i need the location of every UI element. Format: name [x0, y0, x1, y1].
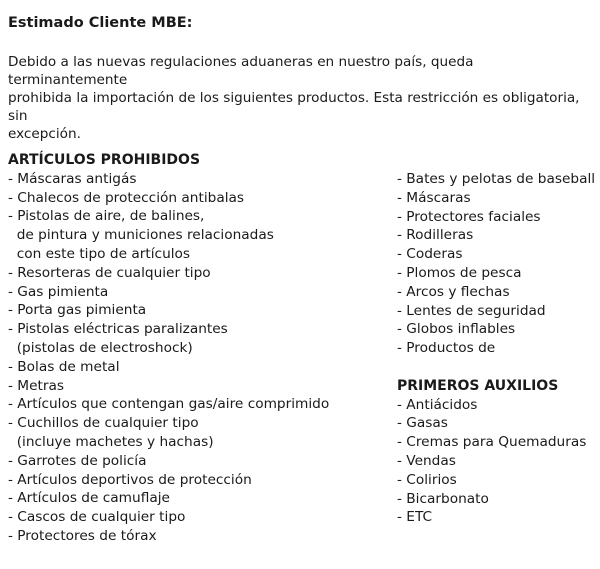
list-item: (pistolas de electroshock) [8, 339, 193, 356]
list-item: - Rodilleras [397, 227, 474, 244]
list-item: - Arcos y flechas [397, 283, 510, 300]
list-item: - Cremas para Quemaduras [397, 434, 587, 451]
list-item: - Máscaras antigás [8, 170, 137, 187]
list-item: - Metras [8, 377, 65, 394]
list-item: - Gasas [397, 415, 448, 432]
list-item: - Antiácidos [397, 396, 478, 413]
list-item: - Bates y pelotas de baseball [397, 171, 596, 187]
list-item: - Pistolas de aire, de balines, [8, 208, 205, 225]
list-item: - Globos inflables [397, 321, 516, 338]
list-item: - Lentes de seguridad [397, 302, 546, 319]
list-item: - Pistolas eléctricas paralizantes [8, 321, 228, 338]
list-item: - Resorteras de cualquier tipo [8, 264, 211, 281]
list-item: - Colirios [397, 471, 457, 488]
list-item: - Coderas [397, 246, 463, 263]
intro-line: Debido a las nuevas regulaciones aduaneras en nuestro país, queda terminantemente [8, 54, 474, 88]
list-item: - Chalecos de protección antibalas [8, 189, 245, 206]
list-item: - Protectores faciales [397, 208, 541, 225]
intro-paragraph [8, 53, 592, 143]
list-item: de pintura y municiones relacionadas [8, 227, 274, 244]
list-item: - Artículos que contengan gas/aire comprimido [8, 396, 330, 413]
prohibited-list-right [397, 170, 597, 358]
list-item: - Productos de [397, 340, 496, 357]
greeting-heading: Estimado Cliente MBE: [8, 15, 193, 31]
list-item: - ETC [397, 509, 433, 526]
first-aid-list [397, 396, 597, 528]
list-item: - Artículos de camuflaje [8, 490, 170, 507]
list-item: con este tipo de artículos [8, 245, 191, 262]
list-item: - Bicarbonato [397, 490, 489, 507]
list-item: - Porta gas pimienta [8, 302, 147, 319]
prohibited-title: ARTÍCULOS PROHIBIDOS [8, 152, 201, 168]
list-item: - Bolas de metal [8, 358, 120, 375]
list-item: - Cuchillos de cualquier tipo [8, 415, 199, 432]
prohibited-list-left [8, 170, 388, 546]
section-spacer [397, 358, 597, 377]
list-item: - Garrotes de policía [8, 452, 147, 469]
notice-document [8, 14, 596, 544]
prohibited-left-column [8, 151, 388, 546]
intro-line: excepción. [8, 126, 81, 142]
list-item: - Cascos de cualquier tipo [8, 509, 186, 526]
list-item: - Plomos de pesca [397, 264, 522, 281]
list-item: - Artículos deportivos de protección [8, 471, 252, 488]
list-item: - Vendas [397, 452, 456, 469]
prohibited-right-column [397, 170, 597, 527]
list-item: - Máscaras [397, 189, 471, 206]
list-item: - Gas pimienta [8, 283, 109, 300]
intro-line: prohibida la importación de los siguientes productos. Esta restricción es obligatoria, sin [8, 90, 580, 124]
first-aid-title: PRIMEROS AUXILIOS [397, 377, 559, 394]
list-item: (incluye machetes y hachas) [8, 433, 214, 450]
list-item: - Protectores de tórax [8, 527, 157, 544]
